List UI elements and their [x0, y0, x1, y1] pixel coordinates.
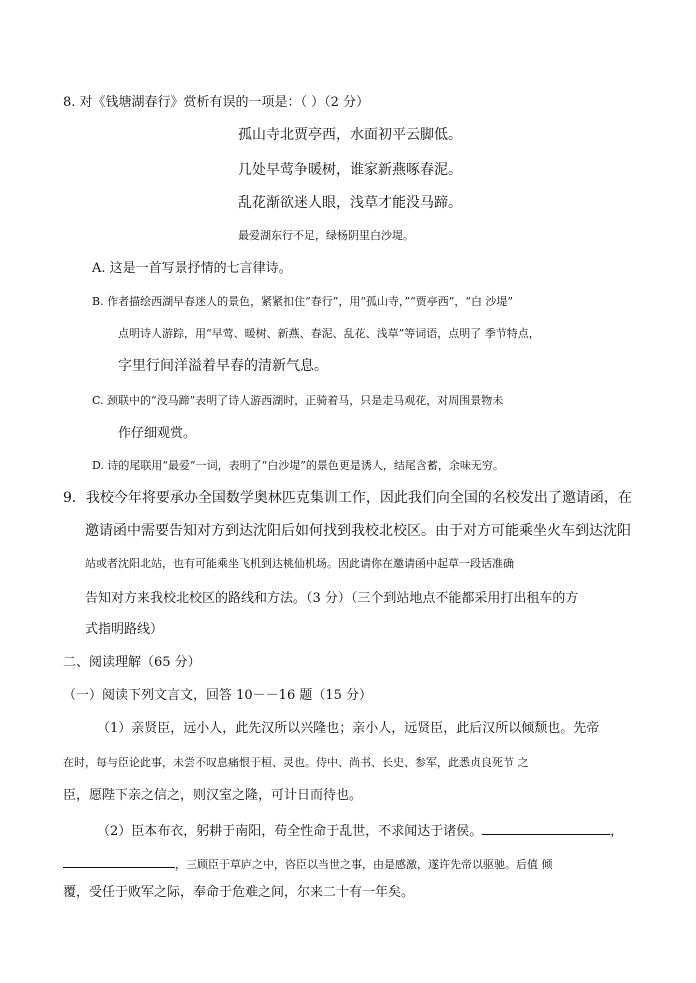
option-d: D. 诗的尾联用“最爱”一词，表明了“白沙堤”的景色更是诱人，结尾含蓄，余味无穷。 — [92, 459, 504, 472]
question-9-line-1: 9．我校今年将要承办全国数学奥林匹克集训工作，因此我们向全国的名校发出了邀请函，在 — [63, 490, 632, 506]
answer-blank-1[interactable] — [482, 822, 610, 835]
poem-line-4: 最爱湖东行不足，绿杨阴里白沙堤。 — [238, 229, 414, 242]
passage-1-line-1: （1）亲贤臣，远小人，此先汉所以兴隆也；亲小人，远贤臣，此后汉所以倾颓也。先帝 — [97, 721, 600, 736]
passage-2-line-2-text: ，三顾臣于草庐之中，咨臣以当世之事，由是感激，遂许先帝以驱驰。后值 倾 — [175, 858, 553, 871]
section-2-subheading: （一）阅读下列文言文，回答 10－－16 题（15 分） — [63, 688, 373, 703]
passage-2-line-1 — [97, 822, 623, 838]
passage-2-line-2 — [63, 855, 553, 870]
option-b-line-2: 点明诗人游踪，用“早莺、暖树、新燕、春泥、乱花、浅草”等词语，点明了 季节特点， — [118, 327, 540, 340]
question-8-stem: 8. 对《钱塘湖春行》赏析有误的一项是：（ ）（2 分） — [63, 95, 370, 110]
question-9-line-2: 邀请函中需要告知对方到达沈阳后如何找到我校北校区。由于对方可能乘坐火车到达沈阳 — [85, 523, 631, 539]
poem-line-2: 几处早莺争暖树，谁家新燕啄春泥。 — [238, 162, 462, 178]
passage-1-line-2: 在时，每与臣论此事，未尝不叹息痛恨于桓、灵也。侍中、尚书、长史、参军，此悉贞良死节 之 — [63, 756, 529, 769]
passage-1-line-3: 臣，愿陛下亲之信之，则汉室之隆，可计日而待也。 — [63, 788, 363, 803]
question-9-line-4: 告知对方来我校北校区的路线和方法。（3 分）（三个到站地点不能都采用打出租车的方 — [85, 591, 579, 606]
option-a: A. 这是一首写景抒情的七言律诗。 — [92, 261, 292, 276]
section-2-heading: 二、阅读理解（65 分） — [63, 655, 201, 670]
poem-line-1: 孤山寺北贾亭西，水面初平云脚低。 — [238, 127, 462, 143]
question-9-line-5: 式指明路线） — [85, 622, 164, 637]
option-b-line-3: 字里行间洋溢着早春的清新气息。 — [118, 358, 328, 374]
passage-2-comma: ， — [610, 824, 624, 839]
answer-blank-2[interactable] — [63, 855, 175, 868]
poem-line-3: 乱花渐欲迷人眼，浅草才能没马蹄。 — [238, 195, 462, 211]
passage-2-line-3: 覆，受任于败军之际，奉命于危难之间，尔来二十有一年矣。 — [63, 885, 415, 900]
option-c-line-1: C. 颈联中的“没马蹄”表明了诗人游西湖时，正骑着马，只是走马观花，对周围景物未 — [92, 394, 504, 407]
option-b-line-1: B. 作者描绘西湖早春迷人的景色，紧紧扣住“春行”，用“孤山寺，”“贾亭西”，“白 沙堤” — [92, 295, 514, 308]
question-9-line-3: 站或者沈阳北站，也有可能乘坐飞机到达桃仙机场。因此请你在邀请函中起草一段话准确 — [85, 557, 514, 570]
option-c-line-2: 作仔细观赏。 — [118, 426, 197, 441]
passage-2-line-1-text: （2）臣本布衣，躬耕于南阳，苟全性命于乱世，不求闻达于诸侯。 — [97, 824, 483, 839]
